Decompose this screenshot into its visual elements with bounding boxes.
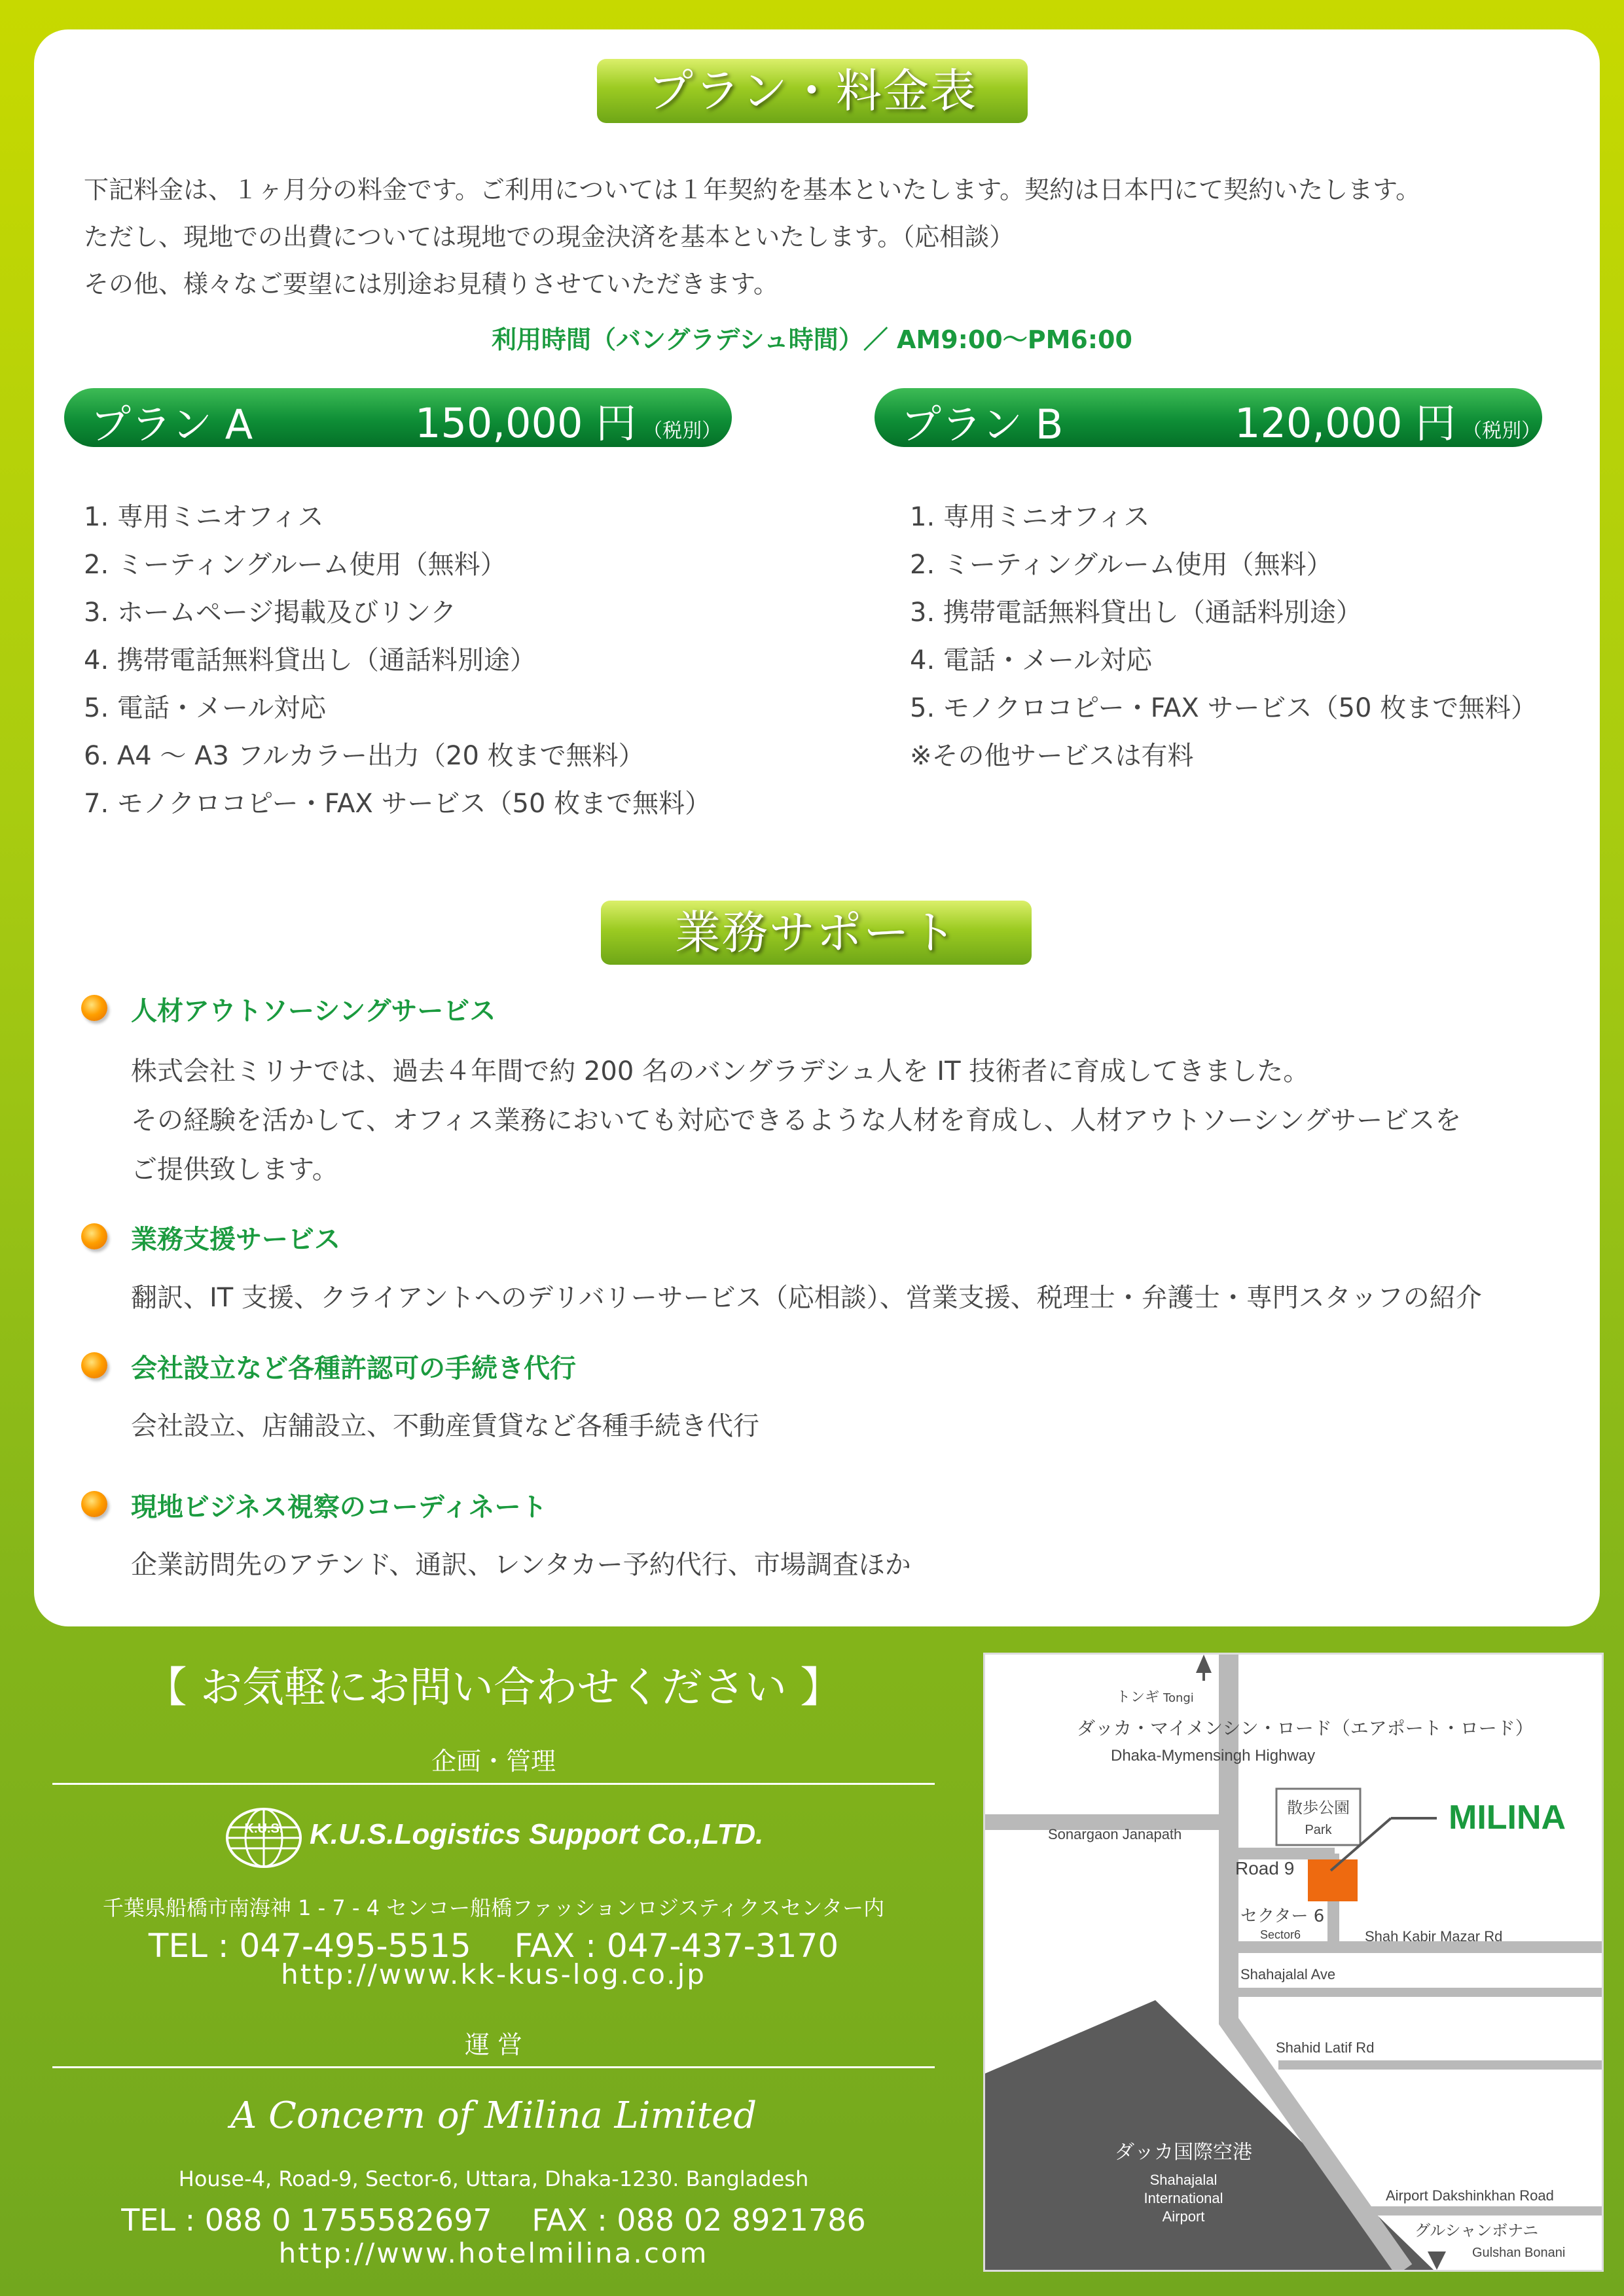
milina-tel-fax: TEL : 088 0 1755582697 FAX : 088 02 8921786	[121, 2202, 866, 2238]
sector-en-label: Sector6	[1260, 1928, 1301, 1941]
park-jp-label: 散歩公園	[1287, 1799, 1350, 1817]
bullet-icon	[81, 995, 107, 1021]
shahid-latif-label: Shahid Latif Rd	[1276, 2039, 1375, 2056]
list-item: 5. 電話・メール対応	[84, 693, 327, 723]
kus-url[interactable]: http://www.kk-kus-log.co.jp	[281, 1958, 706, 1990]
service-line: 株式会社ミリナでは、過去４年間で約 200 名のバングラデシュ人を IT 技術者に育成してきました。	[131, 1056, 1310, 1086]
contact-headline: 【 お気軽にお問い合わせください 】	[145, 1664, 842, 1712]
svg-text:K.U.S.: K.U.S.	[244, 1821, 283, 1836]
milina-url[interactable]: http://www.hotelmilina.com	[278, 2237, 709, 2269]
service-description	[131, 1402, 759, 1451]
pricing-intro	[84, 166, 1420, 308]
shahajalal-ave-label: Shahajalal Ave	[1240, 1966, 1336, 1982]
airport-en-label: International	[1144, 2190, 1223, 2206]
highway-en-label: Dhaka-Mymensingh Highway	[1111, 1747, 1316, 1765]
gulshan-jp-label: グルシャンボナニ	[1415, 2221, 1539, 2240]
location-map	[983, 1653, 1604, 2272]
service-line: 翻訳、IT 支援、クライアントへのデリバリーサービス（応相談）、営業支援、税理士・弁護士・専門スタッフの紹介	[131, 1283, 1482, 1313]
plan-b-price: 120,000 円	[1235, 399, 1456, 447]
milina-address: House-4, Road-9, Sector-6, Uttara, Dhaka-1230. Bangladesh	[178, 2166, 809, 2191]
pricing-heading: プラン・料金表	[597, 59, 1028, 123]
road9-label: Road 9	[1235, 1858, 1295, 1878]
service-line: ご提供致します。	[131, 1155, 338, 1185]
service-description	[131, 1274, 1482, 1323]
pricing-intro-line: その他、様々なご要望には別途お見積りさせていただきます。	[84, 270, 778, 298]
shah-kabir-label: Shah Kabir Mazar Rd	[1365, 1928, 1503, 1945]
milina-company-name: A Concern of Milina Limited	[230, 2094, 757, 2137]
plan-a-header	[64, 388, 732, 447]
list-item: 6. A4 〜 A3 フルカラー出力（20 枚まで無料）	[84, 741, 645, 771]
plan-a-name: プラン A	[90, 401, 253, 448]
kus-tel-fax: TEL : 047-495-5515 FAX : 047-437-3170	[148, 1927, 839, 1965]
milina-location-marker	[1308, 1859, 1358, 1901]
divider	[52, 1783, 935, 1785]
service-line: 企業訪問先のアテンド、通訳、レンタカー予約代行、市場調査ほか	[131, 1550, 911, 1580]
kus-company-name: K.U.S.Logistics Support Co.,LTD.	[310, 1818, 764, 1850]
plan-a-price-wrap	[415, 391, 721, 449]
list-item: 2. ミーティングルーム使用（無料）	[84, 550, 507, 580]
list-item: 7. モノクロコピー・FAX サービス（50 枚まで無料）	[84, 789, 712, 819]
kus-address: 千葉県船橋市南海神 1 - 7 - 4 センコー船橋ファッションロジスティクスセンター内	[102, 1895, 885, 1920]
list-item: 1. 専用ミニオフィス	[84, 502, 324, 532]
planning-label: 企画・管理	[431, 1747, 556, 1776]
list-item: 4. 携帯電話無料貸出し（通話料別途）	[84, 645, 536, 675]
service-line: 会社設立、店舗設立、不動産賃貸など各種手続き代行	[131, 1411, 759, 1441]
plan-b-tax: （税別）	[1462, 420, 1542, 442]
plan-a-price: 150,000 円	[415, 399, 637, 447]
airport-jp-label: ダッカ国際空港	[1115, 2141, 1252, 2164]
plan-a-tax: （税別）	[643, 420, 722, 442]
plan-b-price-wrap	[1235, 391, 1541, 449]
highway-jp-label: ダッカ・マイメンシン・ロード（エアポート・ロード）	[1077, 1717, 1534, 1739]
plan-b-header	[875, 388, 1542, 447]
service-line: その経験を活かして、オフィス業務においても対応できるような人材を育成し、人材アウトソーシングサービスを	[131, 1105, 1462, 1136]
list-item: 3. 携帯電話無料貸出し（通話料別途）	[910, 598, 1362, 628]
plan-a-features	[84, 493, 711, 828]
list-item: 4. 電話・メール対応	[910, 645, 1153, 675]
north-arrow-icon	[1196, 1655, 1212, 1673]
business-hours: 利用時間（バングラデシュ時間）／ AM9:00〜PM6:00	[492, 325, 1132, 354]
tongi-label: トンギ Tongi	[1116, 1689, 1194, 1706]
bullet-icon	[81, 1223, 107, 1249]
airport-en-label: Shahajalal	[1149, 2172, 1218, 2188]
operation-label: 運 営	[464, 2030, 523, 2059]
list-item: 1. 専用ミニオフィス	[910, 502, 1150, 532]
list-item: 5. モノクロコピー・FAX サービス（50 枚まで無料）	[910, 693, 1538, 723]
support-heading: 業務サポート	[601, 901, 1032, 965]
pricing-intro-line: ただし、現地での出費については現地での現金決済を基本といたします。（応相談）	[84, 223, 1015, 251]
list-item: ※その他サービスは有料	[910, 741, 1194, 771]
bullet-icon	[81, 1491, 107, 1517]
map-drawing	[985, 1655, 1602, 2270]
service-title: 会社設立など各種許認可の手続き代行	[131, 1354, 576, 1384]
gulshan-en-label: Gulshan Bonani	[1472, 2246, 1566, 2260]
pricing-intro-line: 下記料金は、１ヶ月分の料金です。ご利用については１年契約を基本といたします。契約は日本円にて契約いたします。	[84, 175, 1421, 204]
service-title: 人材アウトソーシングサービス	[131, 996, 496, 1026]
kus-logo	[225, 1806, 765, 1869]
service-description	[131, 1047, 1461, 1194]
plan-b-features	[910, 493, 1537, 780]
sonargaon-label: Sonargaon Janapath	[1048, 1826, 1182, 1842]
list-item: 3. ホームページ掲載及びリンク	[84, 598, 457, 628]
sector-jp-label: セクター 6	[1240, 1907, 1325, 1926]
globe-icon	[225, 1806, 303, 1869]
plan-b-name: プラン B	[901, 401, 1064, 448]
service-description	[131, 1541, 911, 1590]
milina-brand-label: MILINA	[1449, 1799, 1566, 1837]
park-en-label: Park	[1305, 1823, 1332, 1837]
bullet-icon	[81, 1352, 107, 1378]
service-title: 現地ビジネス視察のコーディネート	[131, 1492, 547, 1522]
service-title: 業務支援サービス	[131, 1225, 340, 1255]
dakshinkhan-label: Airport Dakshinkhan Road	[1386, 2187, 1554, 2204]
divider	[52, 2066, 935, 2068]
airport-en-label: Airport	[1162, 2208, 1205, 2225]
list-item: 2. ミーティングルーム使用（無料）	[910, 550, 1333, 580]
